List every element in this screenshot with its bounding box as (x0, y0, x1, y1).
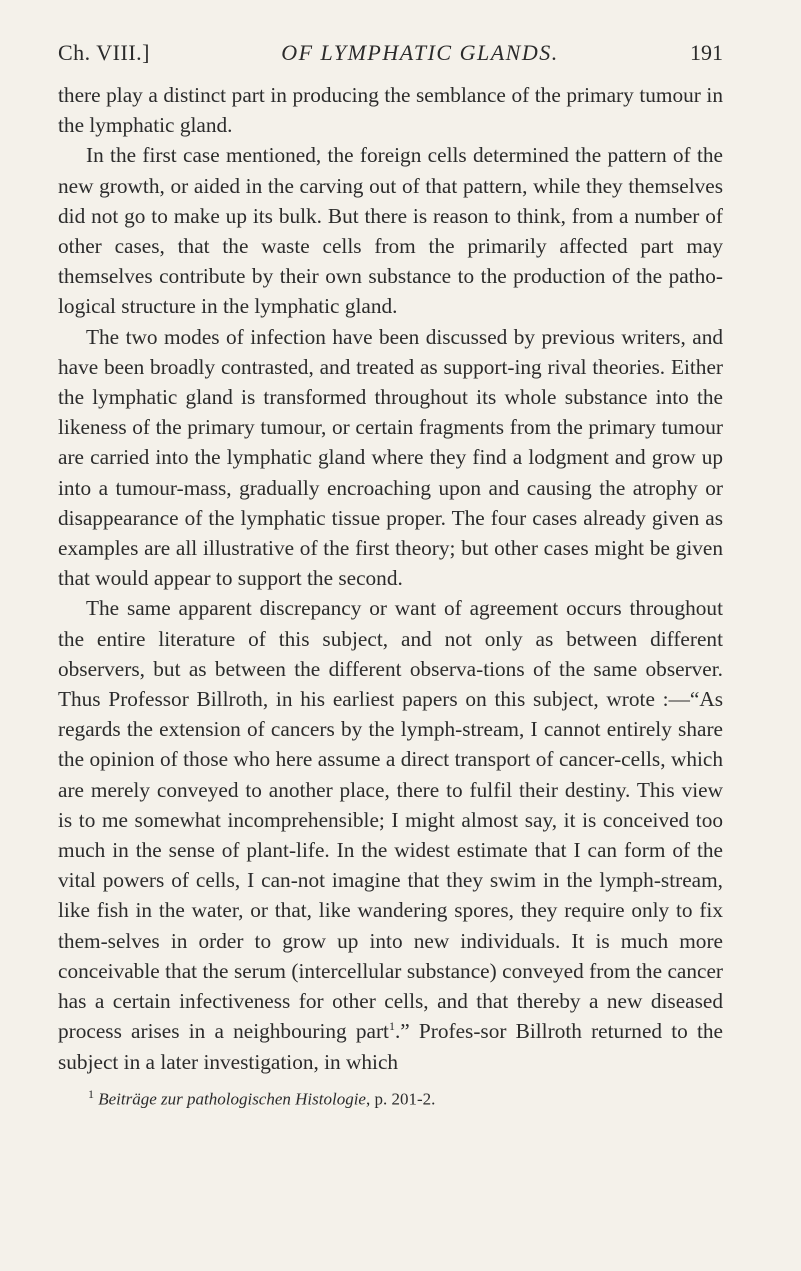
page-number: 191 (690, 40, 723, 65)
footnote-mark: 1 (88, 1086, 94, 1101)
paragraph-billroth-quote (58, 593, 723, 1076)
footnote-work-title: Beiträge zur pathologischen Histologie (98, 1089, 366, 1109)
running-title: OF LYMPHATIC GLANDS. (281, 40, 559, 65)
body-text (58, 80, 723, 1077)
quote-tail: .” Profes-sor Billroth returned to the subject in a later investigation, in which (58, 1019, 723, 1074)
quote-text: The same apparent discrepancy or want of agreement occurs throughout the entire literature of this subject, and not only as between different observers, but as between the different observa-tions of the same observer. Thus Professor Billroth, in his earliest papers on this subject, wrote :—“As regards the extension of cancers by the lymph-stream, I cannot entirely share the opinion of those who here assume a direct transport of cancer-cells, which are merely conveyed to another place, there to fulfil their destiny. This view is to me somewhat incomprehensible; I might almost say, it is conceived too much in the sense of plant-life. In the widest estimate that I can form of the vital powers of cells, I can-not imagine that they swim in the lymph-stream, like fish in the water, or that, like wandering spores, they require only to fix them-selves in order to grow up into new individuals. It is much more conceivable that the serum (intercellular substance) conveyed from the cancer has a certain infectiveness for other cells, and that thereby a new diseased process arises in a neighbouring part (58, 596, 723, 1044)
footnote-page-ref: , p. 201-2. (365, 1089, 436, 1109)
footnote-reference: 1 (388, 1019, 395, 1034)
chapter-label: Ch. VIII.] (58, 40, 150, 65)
running-head (58, 40, 723, 66)
paragraph: In the first case mentioned, the foreign cells determined the pattern of the new growth, or aided in the carving out of that pattern, while they themselves did not go to make up its bulk. But there is reason to think, from a number of other cases, that the waste cells from the primarily affected part may themselves contribute by their own substance to the production of the patho-logical structure in the lymphatic gland. (58, 143, 723, 319)
footnote (58, 1083, 723, 1111)
paragraph-continued: there play a distinct part in producing the semblance of the primary tumour in the lymphatic gland. (58, 83, 723, 138)
paragraph: The two modes of infection have been discussed by previous writers, and have been broadly contrasted, and treated as support-ing rival theories. Either the lymphatic gland is transformed throughout its whole substance into the likeness of the primary tumour, or certain fragments from the primary tumour are carried into the lymphatic gland where they find a lodgment and grow up into a tumour-mass, gradually encroaching upon and causing the atrophy or disappearance of the lymphatic tissue proper. The four cases already given as examples are all illustrative of the first theory; but other cases might be given that would appear to support the second. (58, 324, 723, 591)
